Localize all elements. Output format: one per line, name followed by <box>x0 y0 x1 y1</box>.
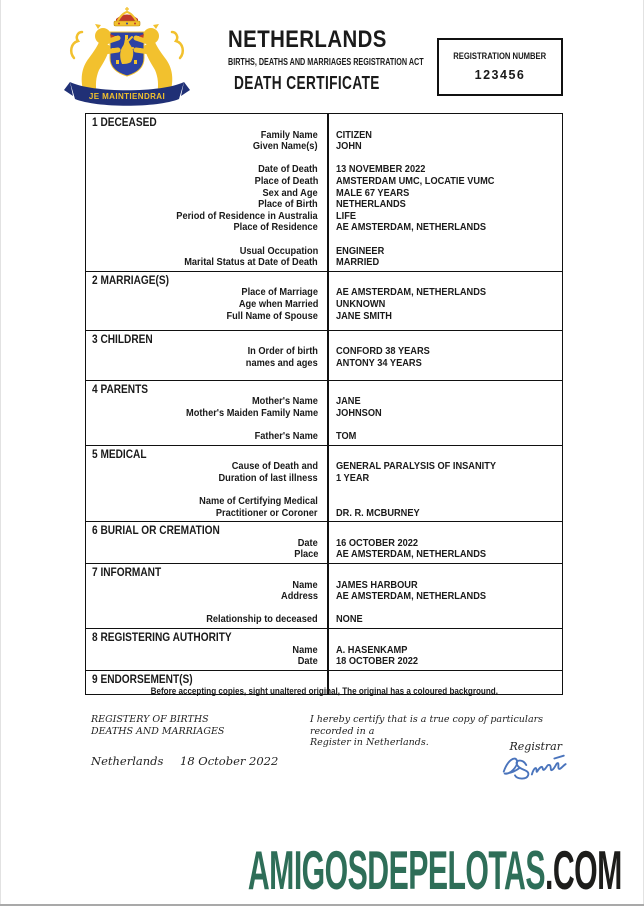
site-watermark <box>248 839 622 901</box>
field-line <box>86 188 562 200</box>
field-value: GENERAL PARALYSIS OF INSANITY <box>336 460 497 473</box>
certificate-table <box>85 113 563 695</box>
field-label: Practitioner or Coroner <box>216 506 318 519</box>
section-title: 1 DECEASED <box>92 117 157 129</box>
field-label: Address <box>281 590 318 603</box>
field-line <box>86 485 562 497</box>
field-label: Mother's Name <box>252 395 318 408</box>
field-value: JAMES HARBOUR <box>336 578 418 591</box>
field-line <box>86 211 562 223</box>
column-divider <box>327 564 329 628</box>
field-label: Date <box>297 536 318 549</box>
section-row-4 <box>86 381 562 446</box>
field-line <box>86 257 562 269</box>
field-value: MARRIED <box>336 256 380 269</box>
field-line <box>86 656 562 668</box>
field-label: Father's Name <box>254 430 318 443</box>
field-line <box>86 385 562 397</box>
field-line <box>86 346 562 358</box>
field-line <box>86 591 562 603</box>
section-title: 6 BURIAL OR CREMATION <box>92 525 220 538</box>
field-label: Place <box>293 548 318 561</box>
field-line <box>86 199 562 211</box>
field-line <box>86 130 562 142</box>
field-line <box>86 176 562 188</box>
column-divider <box>327 381 329 445</box>
section-row-5 <box>86 446 562 523</box>
registrar-label: Registrar <box>509 740 562 753</box>
field-value: 16 OCTOBER 2022 <box>336 536 419 549</box>
column-divider <box>327 629 329 670</box>
field-value: AMSTERDAM UMC, LOCATIE VUMC <box>336 174 495 187</box>
field-label: Cause of Death and <box>231 460 318 473</box>
section-title: 2 MARRIAGE(S) <box>92 274 170 287</box>
registry-block <box>91 714 224 737</box>
field-value: AE AMSTERDAM, NETHERLANDS <box>336 286 487 299</box>
field-value: AE AMSTERDAM, NETHERLANDS <box>336 548 487 561</box>
field-label: Period of Residence in Australia <box>176 209 318 222</box>
column-divider <box>327 272 329 330</box>
section-title: 8 REGISTERING AUTHORITY <box>92 632 232 645</box>
field-value: UNKNOWN <box>336 297 386 310</box>
document-title: DEATH CERTIFICATE <box>234 73 380 93</box>
field-label: Name of Certifying Medical <box>199 495 318 508</box>
registrar-signature <box>490 751 570 781</box>
field-value: ENGINEER <box>336 244 385 257</box>
field-line <box>86 396 562 408</box>
field-label: Place of Death <box>254 174 318 187</box>
footer-date: 18 October 2022 <box>180 754 279 768</box>
column-divider <box>327 446 329 522</box>
field-value: ANTONY 34 YEARS <box>336 356 422 369</box>
field-line <box>86 508 562 520</box>
field-line <box>86 153 562 165</box>
field-line <box>86 473 562 485</box>
field-label: Date <box>297 655 318 668</box>
field-line <box>86 645 562 657</box>
field-value: 13 NOVEMBER 2022 <box>336 163 426 176</box>
field-value: A. HASENKAMP <box>336 643 408 656</box>
field-label: Relationship to deceased <box>206 613 318 626</box>
certify-line1: I hereby certify that is a true copy of particulars recorded in a <box>310 714 544 737</box>
field-line <box>86 287 562 299</box>
netherlands-coat-of-arms-icon <box>62 6 192 112</box>
field-value: JANE SMITH <box>336 309 392 322</box>
field-label: Age when Married <box>238 297 318 310</box>
field-line <box>86 311 562 323</box>
registration-number-box <box>437 38 563 96</box>
field-line <box>86 246 562 258</box>
field-label: Place of Marriage <box>241 286 318 299</box>
footer-country: Netherlands <box>91 754 164 768</box>
field-label: Date of Death <box>258 163 318 176</box>
field-label: names and ages <box>246 356 318 369</box>
field-line <box>86 141 562 153</box>
field-value: LIFE <box>336 209 357 222</box>
field-value: AE AMSTERDAM, NETHERLANDS <box>336 221 487 234</box>
section-title: 9 ENDORSEMENT(S) <box>92 673 193 686</box>
act-subtitle: BIRTHS, DEATHS AND MARRIAGES REGISTRATION ACT <box>228 57 424 68</box>
field-value: DR. R. MCBURNEY <box>336 506 420 519</box>
field-line <box>86 420 562 432</box>
field-label: Marital Status at Date of Death <box>184 256 318 269</box>
field-label: Place of Birth <box>258 198 318 211</box>
column-divider <box>327 522 329 563</box>
field-label: In Order of birth <box>247 345 318 358</box>
field-value: 1 YEAR <box>336 471 370 484</box>
registry-line1: REGISTERY OF BIRTHS <box>91 714 209 725</box>
field-value: JOHN <box>336 140 362 153</box>
field-line <box>86 408 562 420</box>
section-row-1 <box>86 114 562 272</box>
field-value: JOHNSON <box>336 406 382 419</box>
coat-of-arms-motto: JE MAINTIENDRAI <box>88 92 166 101</box>
field-label: Family Name <box>260 128 318 141</box>
section-title: 5 MEDICAL <box>92 448 147 461</box>
column-divider <box>327 114 329 271</box>
field-value: CONFORD 38 YEARS <box>336 345 430 358</box>
page-left-edge <box>0 0 1 905</box>
field-label: Given Name(s) <box>253 140 318 153</box>
registry-line2: DEATHS AND MARRIAGES <box>91 725 225 737</box>
field-line <box>86 538 562 550</box>
section-title: 7 INFORMANT <box>92 567 162 580</box>
section-row-2 <box>86 272 562 331</box>
field-label: Name <box>292 643 318 656</box>
field-label: Mother's Maiden Family Name <box>185 406 318 419</box>
registration-number-value: 123456 <box>474 68 526 82</box>
field-label: Place of Residence <box>233 221 318 234</box>
field-value: MALE 67 YEARS <box>336 186 410 199</box>
field-line <box>86 614 562 626</box>
column-divider <box>327 331 329 380</box>
field-value: NETHERLANDS <box>336 198 406 211</box>
field-label: Duration of last illness <box>218 471 318 484</box>
field-line <box>86 580 562 592</box>
field-line <box>86 549 562 561</box>
field-value: TOM <box>336 430 357 443</box>
section-row-3 <box>86 331 562 381</box>
field-line <box>86 461 562 473</box>
certify-line2: Register in Netherlands. <box>310 737 429 748</box>
bottom-divider <box>0 904 644 906</box>
field-value: NONE <box>336 613 363 626</box>
field-line <box>86 299 562 311</box>
field-label: Sex and Age <box>262 186 318 199</box>
field-line <box>86 496 562 508</box>
field-value: JANE <box>336 395 361 408</box>
certificate-header <box>190 27 424 93</box>
field-line <box>86 234 562 246</box>
field-value: 18 OCTOBER 2022 <box>336 655 419 668</box>
section-row-7 <box>86 564 562 629</box>
section-title: 4 PARENTS <box>92 383 149 396</box>
section-row-6 <box>86 522 562 564</box>
field-label: Usual Occupation <box>239 244 318 257</box>
field-line <box>86 603 562 615</box>
country-title: NETHERLANDS <box>227 26 387 53</box>
section-row-8 <box>86 629 562 671</box>
field-line <box>86 222 562 234</box>
field-label: Full Name of Spouse <box>226 309 318 322</box>
field-value: CITIZEN <box>336 128 372 141</box>
registration-number-label: REGISTRATION NUMBER <box>453 51 547 61</box>
watermark-tld: .COM <box>545 839 622 901</box>
field-line <box>86 358 562 370</box>
section-title: 3 CHILDREN <box>92 333 153 346</box>
watermark-brand: AMIGOSDEPELOTAS <box>248 839 546 901</box>
field-value: AE AMSTERDAM, NETHERLANDS <box>336 590 487 603</box>
copy-notice: Before accepting copies, sight unaltered original, The original has a coloured background. <box>150 686 498 697</box>
field-line <box>86 431 562 443</box>
field-label: Name <box>292 578 318 591</box>
